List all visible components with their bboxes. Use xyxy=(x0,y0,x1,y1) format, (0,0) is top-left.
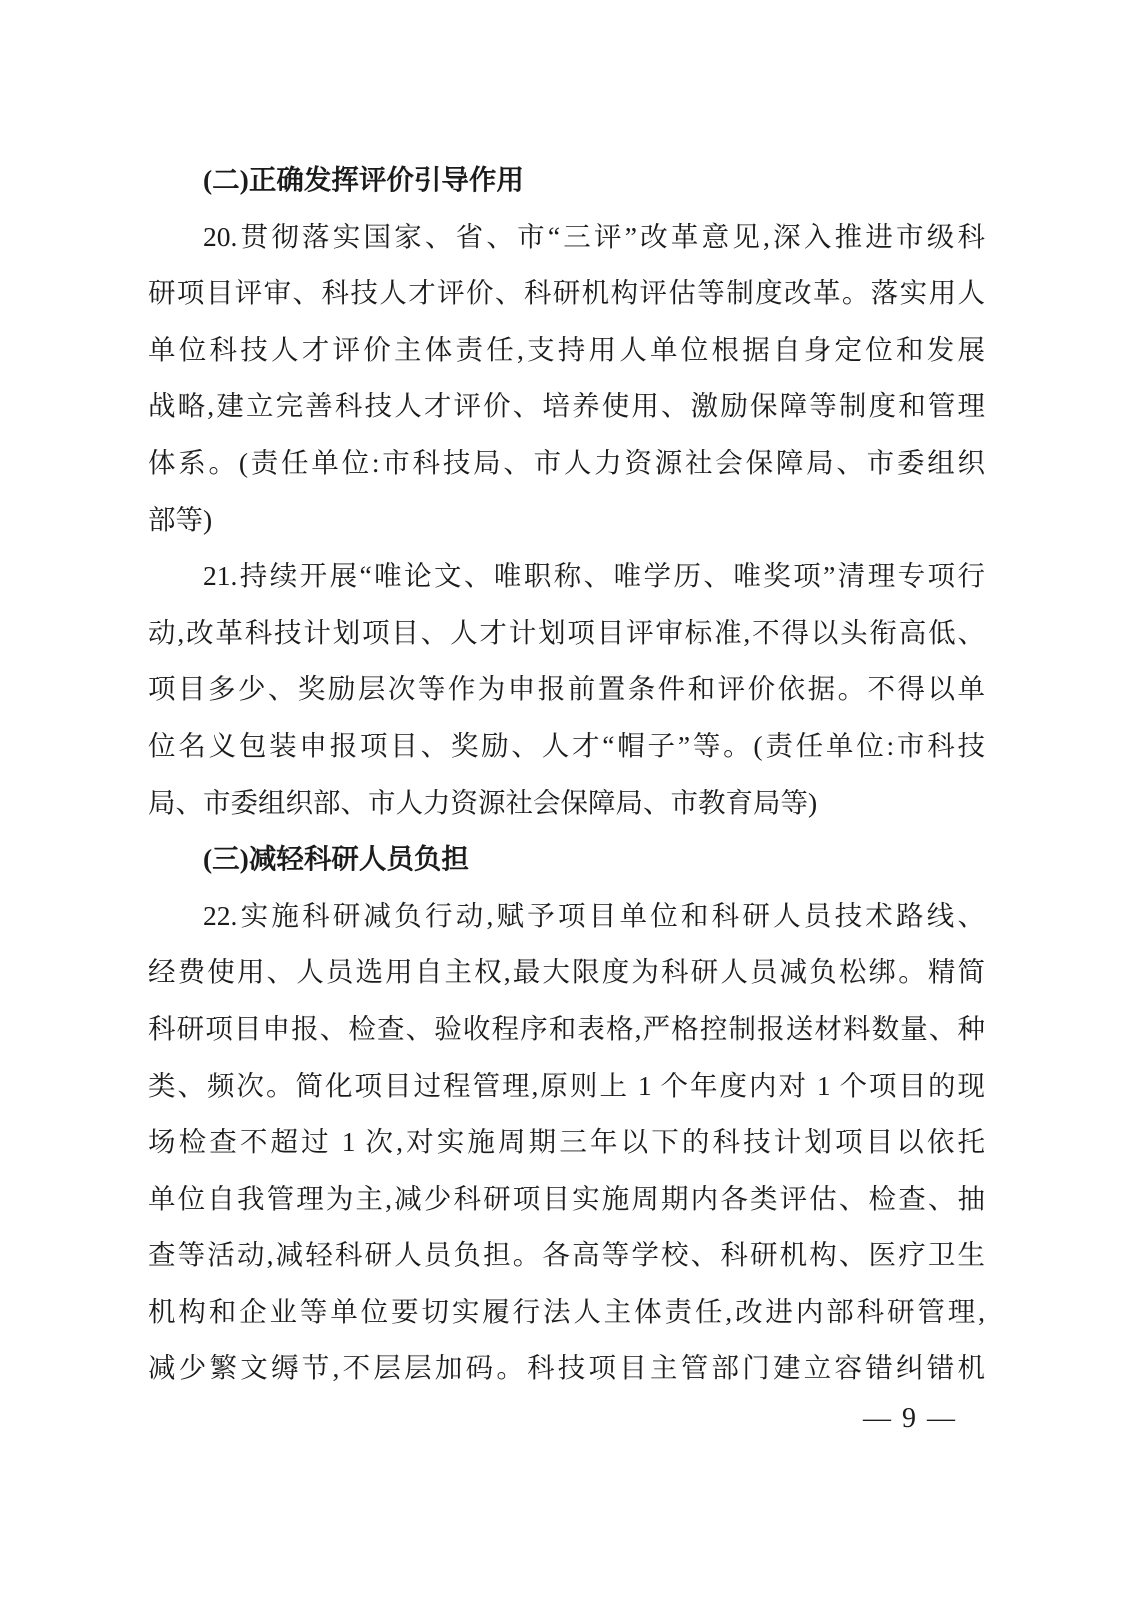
paragraph-item-20 xyxy=(148,209,985,549)
section-heading-3: (三)减轻科研人员负担 xyxy=(203,843,469,875)
text-line: 类、频次。简化项目过程管理,原则上 1 个年度内对 1 个项目的现 xyxy=(148,1069,985,1101)
text-line: 经费使用、人员选用自主权,最大限度为科研人员减负松绑。精简 xyxy=(148,956,985,988)
text-line: 科研项目申报、检查、验收程序和表格,严格控制报送材料数量、种 xyxy=(148,1012,985,1044)
text-line: 21.持续开展“唯论文、唯职称、唯学历、唯奖项”清理专项行 xyxy=(203,560,985,592)
text-line: 部等) xyxy=(148,503,213,535)
page-footer xyxy=(148,1399,985,1439)
text-line: 机构和企业等单位要切实履行法人主体责任,改进内部科研管理, xyxy=(148,1295,985,1327)
text-line: 减少繁文缛节,不层层加码。科技项目主管部门建立容错纠错机 xyxy=(148,1352,985,1384)
text-line: 体系。(责任单位:市科技局、市人力资源社会保障局、市委组织 xyxy=(148,446,985,478)
paragraph-item-21 xyxy=(148,548,985,831)
page-number-label: — 9 — xyxy=(863,1403,957,1435)
text-line: 单位科技人才评价主体责任,支持用人单位根据自身定位和发展 xyxy=(148,333,985,365)
section-heading-2: (二)正确发挥评价引导作用 xyxy=(203,164,524,195)
text-line: 22.实施科研减负行动,赋予项目单位和科研人员技术路线、 xyxy=(203,899,985,931)
paragraph-item-22 xyxy=(148,888,985,1397)
text-line: 项目多少、奖励层次等作为申报前置条件和评价依据。不得以单 xyxy=(148,673,985,705)
text-line: 战略,建立完善科技人才评价、培养使用、激励保障等制度和管理 xyxy=(148,390,985,422)
text-line: 场检查不超过 1 次,对实施周期三年以下的科技计划项目以依托 xyxy=(148,1126,985,1158)
text-line: 查等活动,减轻科研人员负担。各高等学校、科研机构、医疗卫生 xyxy=(148,1239,985,1271)
text-line: 20.贯彻落实国家、省、市“三评”改革意见,深入推进市级科 xyxy=(203,220,985,252)
text-line: 研项目评审、科技人才评价、科研机构评估等制度改革。落实用人 xyxy=(148,277,985,309)
text-line: 动,改革科技计划项目、人才计划项目评审标准,不得以头衔高低、 xyxy=(148,616,985,648)
text-line: 局、市委组织部、市人力资源社会保障局、市教育局等) xyxy=(148,786,818,818)
text-line: 位名义包装申报项目、奖励、人才“帽子”等。(责任单位:市科技 xyxy=(148,729,985,761)
text-line: 单位自我管理为主,减少科研项目实施周期内各类评估、检查、抽 xyxy=(148,1182,985,1214)
